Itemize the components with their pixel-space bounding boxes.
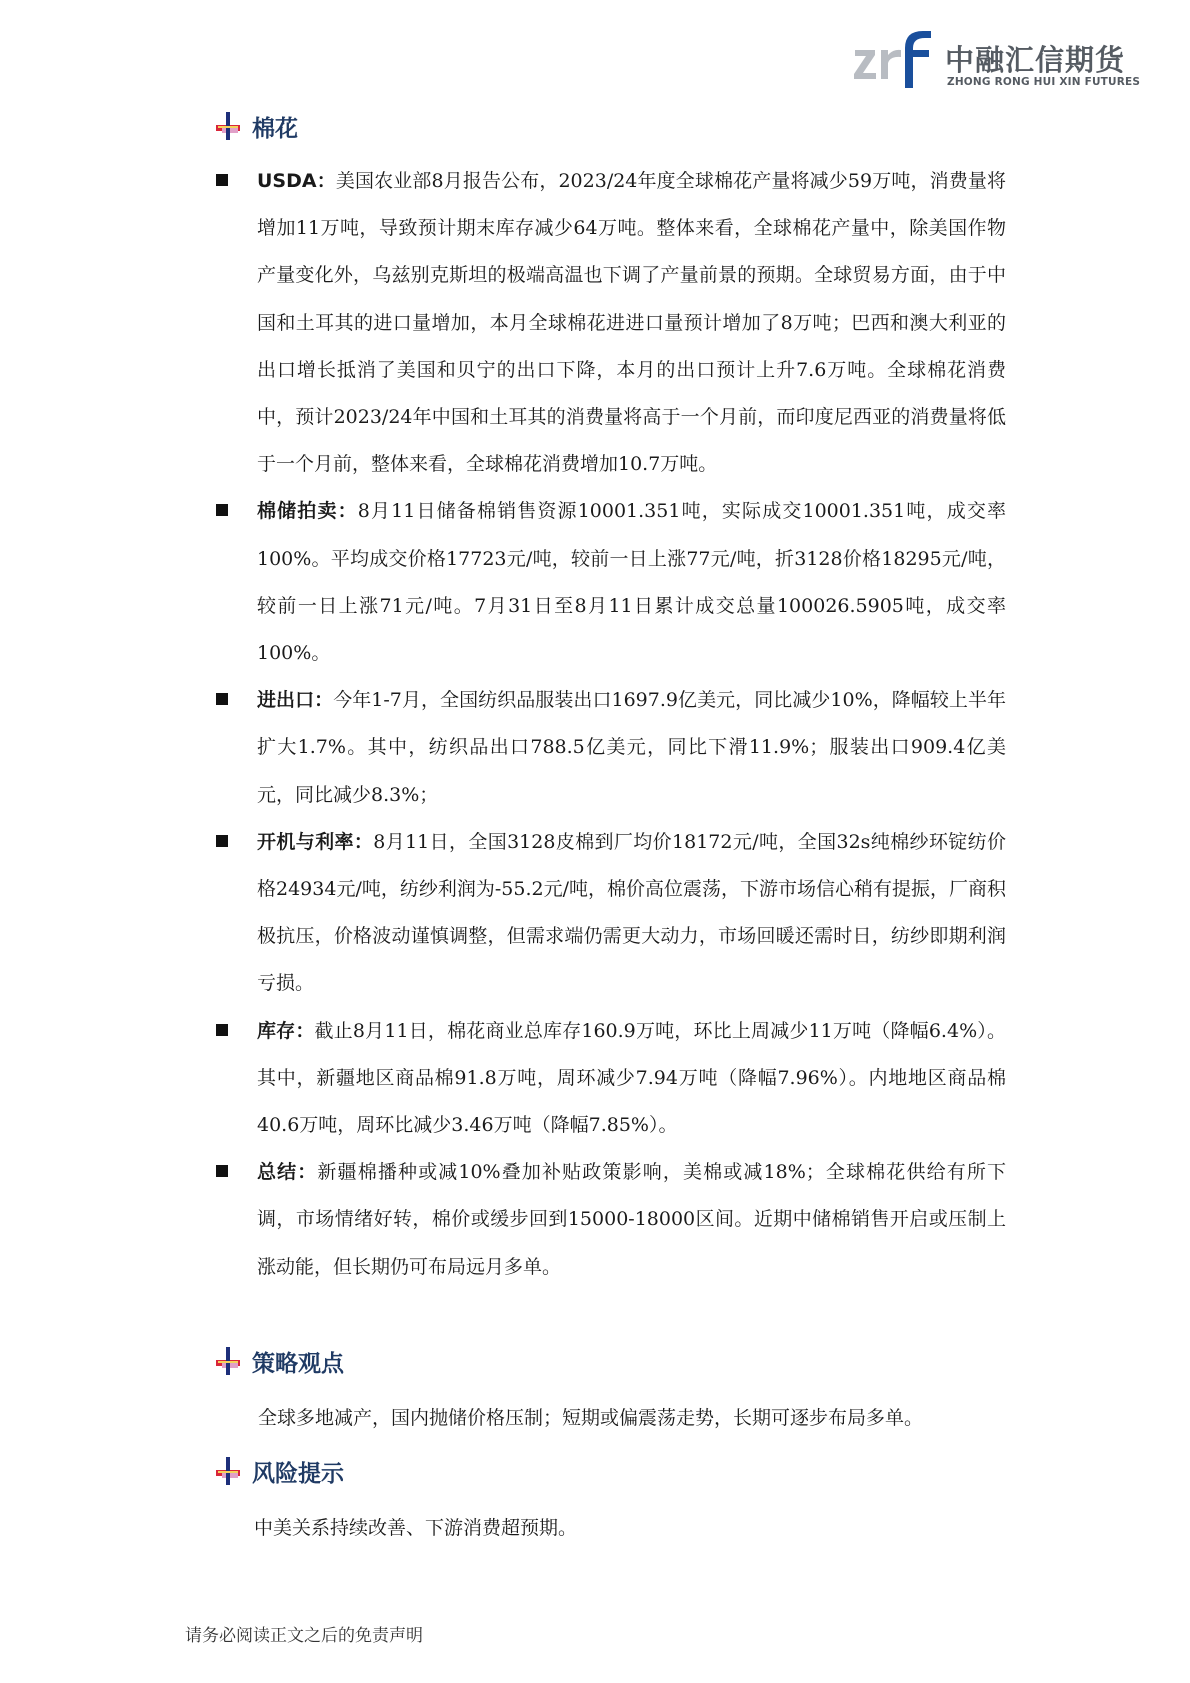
square-bullet-icon — [216, 1024, 228, 1036]
zrf-logo-mark-icon — [853, 26, 935, 88]
list-item — [216, 488, 1006, 677]
list-item — [216, 819, 1006, 1008]
bullet-label: 开机与利率： — [257, 830, 374, 853]
bullet-label: 进出口： — [257, 689, 334, 712]
list-item — [216, 1008, 1006, 1150]
cross-bullet-icon — [216, 112, 240, 140]
logo-english-name: ZHONG RONG HUI XIN FUTURES — [947, 76, 1141, 88]
square-bullet-icon — [216, 1165, 228, 1177]
section-title: 风险提示 — [252, 1460, 344, 1487]
cross-bullet-icon — [216, 1347, 240, 1375]
square-bullet-icon — [216, 693, 228, 705]
logo-chinese-name: 中融汇信期货 — [945, 43, 1126, 77]
section-title: 策略观点 — [252, 1350, 344, 1377]
bullet-text: 美国农业部8月报告公布，2023/24年度全球棉花产量将减少59万吨，消费量将增加11万吨，导致预计期末库存减少64万吨。整体来看，全球棉花产量中，除美国作物产量变化外，乌兹别克斯坦的极端高温也下调了产量前景的预期。全球贸易方面，由于中国和土耳其的进口量增加，本月全球棉花进进口量预计增加了8万吨；巴西和澳大利亚的出口增长抵消了美国和贝宁的出口下降，本月的出口预计上升7.6万吨。全球棉花消费中，预计2023/24年中国和土耳其的消费量将高于一个月前，而印度尼西亚的消费量将低于一个月前，整体来看，全球棉花消费增加10.7万吨。 — [257, 170, 1006, 476]
cotton-bullet-list — [216, 158, 1006, 1291]
bullet-text: 8月11日储备棉销售资源10001.351吨，实际成交10001.351吨，成交率100%。平均成交价格17723元/吨，较前一日上涨77元/吨，折3128价格18295元/吨，较前一日上涨71元/吨。7月31日至8月11日累计成交总量100026.5905吨，成交率100%。 — [257, 500, 1006, 665]
bullet-text: 今年1-7月，全国纺织品服装出口1697.9亿美元，同比减少10%，降幅较上半年扩大1.7%。其中，纺织品出口788.5亿美元，同比下滑11.9%；服装出口909.4亿美元，同比减少8.3%； — [257, 689, 1006, 806]
bullet-label: 总结： — [257, 1161, 318, 1184]
section-title: 棉花 — [252, 115, 298, 142]
cross-bullet-icon — [216, 1457, 240, 1485]
list-item — [216, 158, 1006, 488]
section-heading-cotton — [216, 108, 298, 144]
risk-paragraph: 中美关系持续改善、下游消费超预期。 — [254, 1517, 578, 1539]
section-heading-strategy — [216, 1343, 344, 1379]
page-footer-disclaimer: 请务必阅读正文之后的免责声明 — [185, 1626, 423, 1646]
section-heading-risk — [216, 1453, 344, 1489]
company-logo — [853, 26, 1141, 92]
bullet-label: USDA： — [257, 170, 336, 192]
list-item — [216, 1149, 1006, 1291]
bullet-label: 棉储拍卖： — [257, 500, 358, 523]
square-bullet-icon — [216, 174, 228, 186]
bullet-text: 新疆棉播种或减10%叠加补贴政策影响，美棉或减18%；全球棉花供给有所下调，市场情绪好转，棉价或缓步回到15000-18000区间。近期中储棉销售开启或压制上涨动能，但长期仍可布局远月多单。 — [257, 1161, 1006, 1278]
bullet-text: 截止8月11日，棉花商业总库存160.9万吨，环比上周减少11万吨（降幅6.4%）。 其中，新疆地区商品棉91.8万吨，周环减少7.94万吨（降幅7.96%）。内地地区商品棉40.6万吨，周环比减少3.46万吨（降幅7.85%）。 — [257, 1019, 1006, 1137]
list-item — [216, 677, 1006, 819]
bullet-text: 8月11日，全国3128皮棉到厂均价18172元/吨，全国32s纯棉纱环锭纺价格24934元/吨，纺纱利润为-55.2元/吨，棉价高位震荡，下游市场信心稍有提振，厂商积极抗压，价格波动谨慎调整，但需求端仍需更大动力，市场回暖还需时日，纺纱即期利润亏损。 — [257, 830, 1006, 995]
square-bullet-icon — [216, 504, 228, 516]
bullet-label: 库存： — [257, 1019, 315, 1042]
square-bullet-icon — [216, 835, 228, 847]
strategy-paragraph: 全球多地减产，国内抛储价格压制；短期或偏震荡走势，长期可逐步布局多单。 — [258, 1407, 924, 1429]
